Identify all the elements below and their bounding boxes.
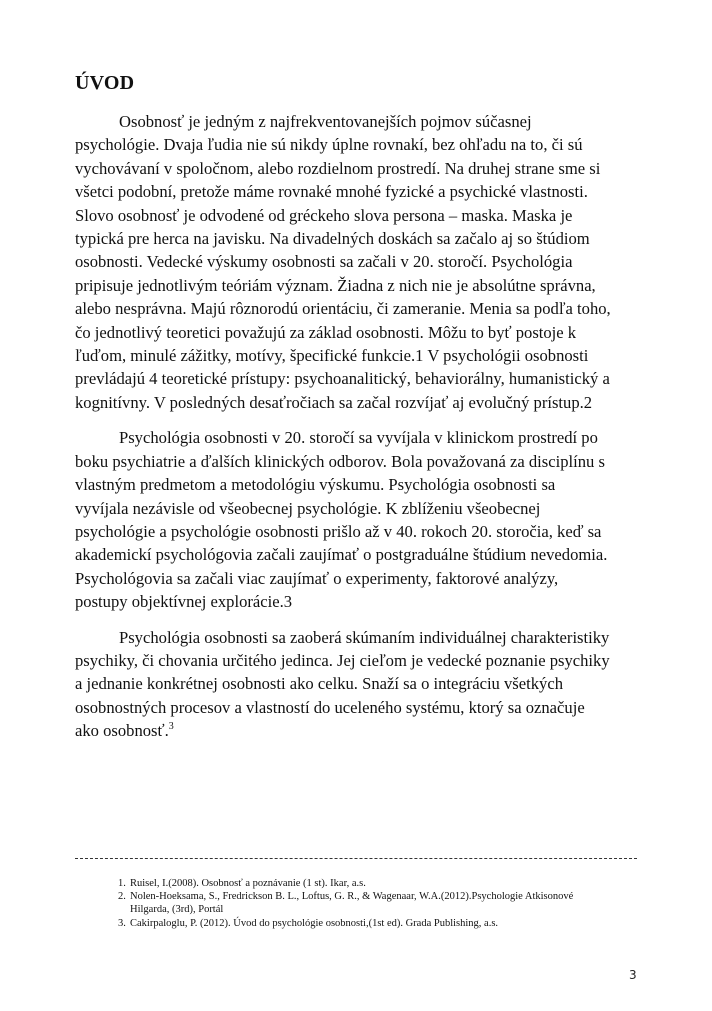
- text-line: vychovávaní v spoločnom, alebo rozdielnom prostredí. Na druhej strane sme si: [75, 158, 601, 178]
- text-line: všetci podobní, pretože máme rovnaké mnohé fyzické a psychické vlastnosti.: [75, 182, 588, 202]
- body-text: [75, 110, 641, 755]
- text-line: vyvíjala nezávisle od všeobecnej psychológie. K zblíženiu všeobecnej: [75, 498, 541, 518]
- footnote-text: Cakirpaloglu, P. (2012). Úvod do psychológie osobnosti,(1st ed). Grada Publishing, a.s.: [130, 917, 499, 929]
- footnote-number: 2.: [118, 891, 126, 903]
- footnote-reference[interactable]: 3: [168, 721, 174, 733]
- footnote-item: [118, 917, 628, 930]
- text-line: psychiky, či chovania určitého jedinca. Jej cieľom je vedecké poznanie psychiky: [75, 650, 610, 670]
- footnote-text: Ruisel, I.(2008). Osobnosť a poznávanie (1 st). Ikar, a.s.: [130, 878, 366, 889]
- paragraph-2: [75, 426, 641, 613]
- text-line: postupy objektívnej explorácie.3: [75, 592, 293, 612]
- footnote-item: [118, 877, 628, 890]
- section-heading: ÚVOD: [75, 72, 135, 94]
- text-line: typická pre herca na javisku. Na divadelných doskách sa začalo aj so štúdiom: [75, 229, 590, 249]
- text-line: osobnostných procesov a vlastností do uceleného systému, ktorý sa označuje: [75, 697, 585, 717]
- footnote-text: Nolen-Hoeksama, S., Fredrickson B. L., Loftus, G. R., & Wagenaar, W.A.(2012).Psychologie Atkisonové: [130, 891, 574, 903]
- footnote-number: 1.: [118, 878, 126, 889]
- text-line: osobnosti. Vedecké výskumy osobnosti sa začali v 20. storočí. Psychológia: [75, 252, 573, 272]
- text-line: Osobnosť je jedným z najfrekventovanejších pojmov súčasnej: [119, 112, 532, 131]
- text-line: a jednanie konkrétnej osobnosti ako celku. Snaží sa o integráciu všetkých: [75, 674, 563, 694]
- text-line: ľuďom, minulé zážitky, motívy, špecifické funkcie.1 V psychológii osobnosti: [75, 346, 589, 366]
- text-line: psychológie a psychológie osobnosti prišlo až v 40. rokoch 20. storočia, keď sa: [75, 521, 602, 541]
- footnote-separator: [75, 858, 637, 859]
- text-line: kognitívny. V posledných desaťročiach sa začal rozvíjať aj evolučný prístup.2: [75, 392, 593, 412]
- text-line: alebo nesprávna. Majú rôznorodú orientáciu, či zameranie. Menia sa podľa toho,: [75, 299, 611, 319]
- text-line: psychológie. Dvaja ľudia nie sú nikdy úplne rovnakí, bez ohľadu na to, či sú: [75, 135, 583, 155]
- text-line: prevládajú 4 teoretické prístupy: psychoanalitický, behaviorálny, humanistický a: [75, 369, 610, 389]
- text-line: Psychológia osobnosti v 20. storočí sa vyvíjala v klinickom prostredí po: [119, 428, 598, 448]
- footnote-item: [118, 890, 628, 916]
- text-line: Psychológia osobnosti sa zaoberá skúmaním individuálnej charakteristiky: [119, 627, 610, 647]
- text-line: Slovo osobnosť je odvodené od gréckeho slova persona – maska. Maska je: [75, 205, 573, 225]
- page-number: 3: [629, 968, 637, 982]
- text-line: pripisuje jednotlivým teóriám význam. Žiadna z nich nie je absolútne správna,: [75, 275, 596, 295]
- paragraph-1: [75, 110, 641, 414]
- footnote-text: Hilgarda, (3rd), Portál: [130, 904, 224, 916]
- text-line: Psychológovia sa začali viac zaujímať o experimenty, faktorové analýzy,: [75, 568, 559, 588]
- footnote-list: [118, 877, 628, 930]
- text-line: čo jednotlivý teoretici považujú za základ osobnosti. Môžu to byť postoje k: [75, 322, 577, 342]
- paragraph-3: [75, 626, 641, 743]
- text-line-content: ako osobnosť.: [75, 721, 169, 741]
- footnote-number: 3.: [118, 917, 126, 929]
- text-line: [75, 719, 641, 742]
- text-line: vlastným predmetom a metodológiu výskumu. Psychológia osobnosti sa: [75, 475, 556, 495]
- text-line: boku psychiatrie a ďalších klinických odborov. Bola považovaná za disciplínu s: [75, 451, 605, 471]
- text-line: akademickí psychológovia začali zaujímať o postgraduálne štúdium nevedomia.: [75, 545, 608, 565]
